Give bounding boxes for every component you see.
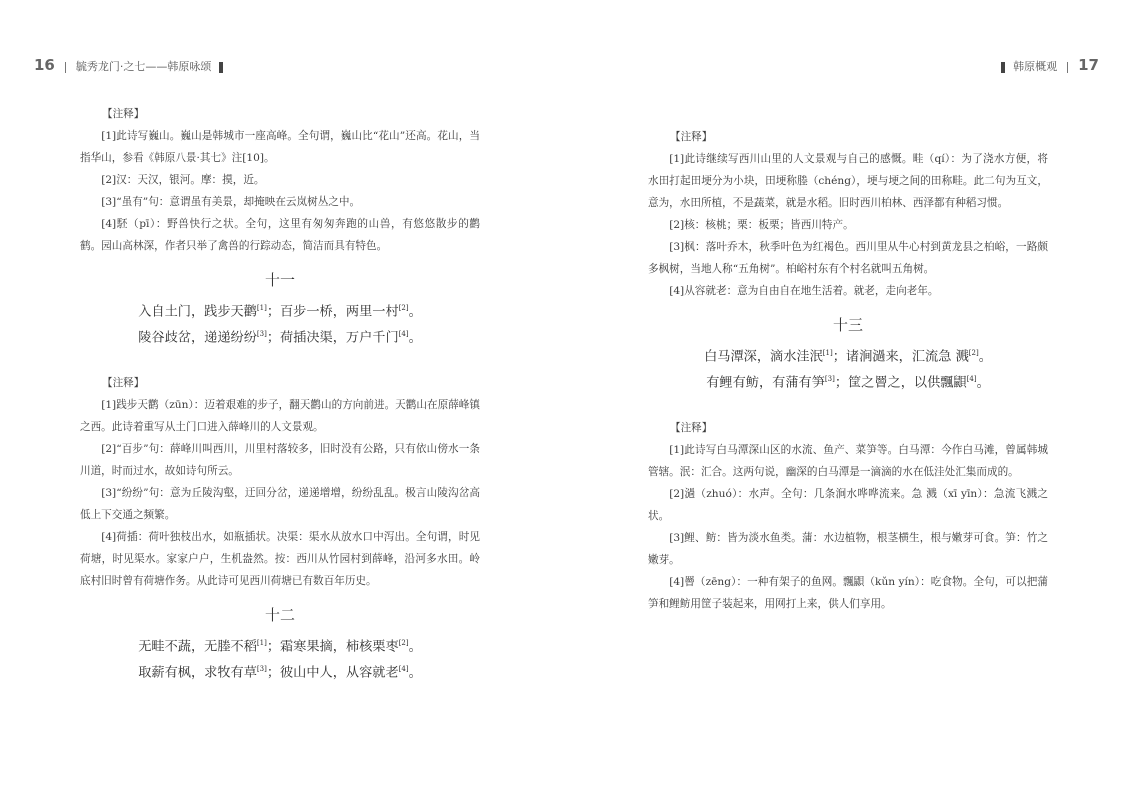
note-item: [3]“纷纷”句：意为丘陵沟壑，迂回分岔，递递增增，纷纷乱乱。极言山陵沟岔高低上下交通之频繁。 — [80, 486, 480, 521]
header-divider — [1067, 62, 1068, 73]
section-title: 十二 — [264, 605, 295, 624]
note-item: [4]荷插：荷叶独枝出水，如瓶插状。决渠：渠水从放水口中泻出。全句谓，时见荷塘，时见渠水。家家户户，生机盎然。按：西川从竹园村到薛峰，沿河多水田。岭底村旧时曾有荷塘作务。从此诗可见西川荷塘已有数百年历史。 — [80, 530, 480, 587]
left-page-number: 16 — [34, 56, 55, 74]
poem-line: 取薪有枫，求牧有草[3]；彼山中人，从容就老[4]。 — [138, 665, 422, 681]
note-item: [4]从容就老：意为自由自在地生活着。就老，走向老年。 — [669, 285, 939, 297]
left-page — [0, 0, 566, 799]
note-item: [1]此诗写巍山。巍山是韩城市一座高峰。全句谓，巍山比“花山”还高。花山，当指华山，参看《韩原八景·其七》注[10]。 — [80, 130, 480, 164]
section-title: 十一 — [264, 271, 295, 289]
left-header-title: 毓秀龙门·之七——韩原咏颂 — [75, 60, 212, 73]
header-divider — [65, 62, 66, 73]
notes-heading: 【注释】 — [102, 108, 145, 120]
poem-line: 有鲤有鲂，有蒲有笋[3]；筐之罾之，以供飄鼰[4]。 — [706, 375, 990, 391]
section-title: 十三 — [832, 316, 863, 334]
notes-heading: 【注释】 — [102, 376, 145, 389]
note-item: [2]“百步”句：薛峰川叫西川，川里村落较多，旧时没有公路，只有依山傍水一条川道，时而过水，故如诗句所云。 — [80, 442, 480, 477]
notes-heading: 【注释】 — [670, 131, 713, 143]
note-item: [2]濄（zhuó）：水声。全句：几条涧水哗哗流来。急 溅（xī yīn）：急流飞溅之状。 — [648, 487, 1048, 522]
poem-line: 入自土门，践步天鹳[1]；百步一桥，两里一村[2]。 — [138, 304, 422, 320]
right-page-number: 17 — [1078, 56, 1099, 74]
note-item: [1]此诗写白马潭深山区的水流、鱼产、菜笋等。白马潭：今作白马滩，曾属韩城管辖。泯：汇合。这两句说，幽深的白马潭是一滴滴的水在低洼处汇集而成的。 — [648, 443, 1048, 478]
poem-line: 陵谷歧岔，递递纷纷[3]；荷插决渠，万户千门[4]。 — [138, 330, 422, 346]
note-item: [3]鲤、鲂：皆为淡水鱼类。蒲：水边植物，根茎横生，根与嫩芽可食。笋：竹之嫩芽。 — [648, 531, 1048, 566]
poem-line: 无畦不蔬，无塍不稻[1]；霜寒果摘，柿核栗枣[2]。 — [138, 638, 422, 655]
note-item: [1]践步天鹳（zūn）：迈着艰难的步子，翻天鹳山的方向前进。天鹳山在原薛峰镇之西。此诗着重写从土门口进入薛峰川的人文景观。 — [80, 398, 480, 433]
note-item: [1]此诗继续写西川山里的人文景观与自己的感慨。畦（qí）：为了浇水方便，将水田打起田埂分为小块，田埂称塍（chéng），埂与埂之间的田称畦。此二句为互文，意为，水田所植，不是蔬菜，就是水稻。旧时西川柏林、西泽都有种稻习惯。 — [648, 153, 1048, 209]
notes-heading: 【注释】 — [670, 421, 713, 434]
left-running-header — [34, 56, 231, 74]
right-column — [648, 126, 1048, 615]
note-item: [3]“虽有”句：意谓虽有美景，却掩映在云岚树丛之中。 — [101, 196, 361, 208]
right-page — [566, 0, 1133, 799]
right-header-title: 韩原概观 — [1013, 60, 1058, 73]
note-item: [2]汉：天汉，银河。摩：摸，近。 — [101, 174, 265, 186]
note-item: [4]駓（pī）：野兽快行之状。全句，这里有匆匆奔跑的山兽，有悠悠散步的鹳鹤。园山高林深，作者只举了禽兽的行踪动态，简洁而具有特色。 — [80, 218, 480, 252]
note-item: [4]罾（zēng）：一种有架子的鱼网。飄鼰（kǔn yín）：吃食物。全句，可以把蒲笋和鲤鲂用筐子装起来，用网打上来，供人们享用。 — [648, 575, 1048, 610]
note-item: [3]枫：落叶乔木，秋季叶色为红褐色。西川里从牛心村到黄龙县之柏峪，一路颇多枫树，当地人称“五角树”。柏峪村东有个村名就叫五角树。 — [648, 241, 1048, 275]
note-item: [2]核：核桃；栗：板栗；皆西川特产。 — [669, 219, 854, 231]
left-column — [80, 103, 480, 685]
right-running-header — [993, 56, 1099, 74]
poem-line: 白马潭深，滴水洼泯[1]；诸涧濄来，汇流急 溅[2]。 — [704, 349, 992, 365]
header-marker — [219, 62, 223, 73]
header-marker — [1001, 62, 1005, 73]
